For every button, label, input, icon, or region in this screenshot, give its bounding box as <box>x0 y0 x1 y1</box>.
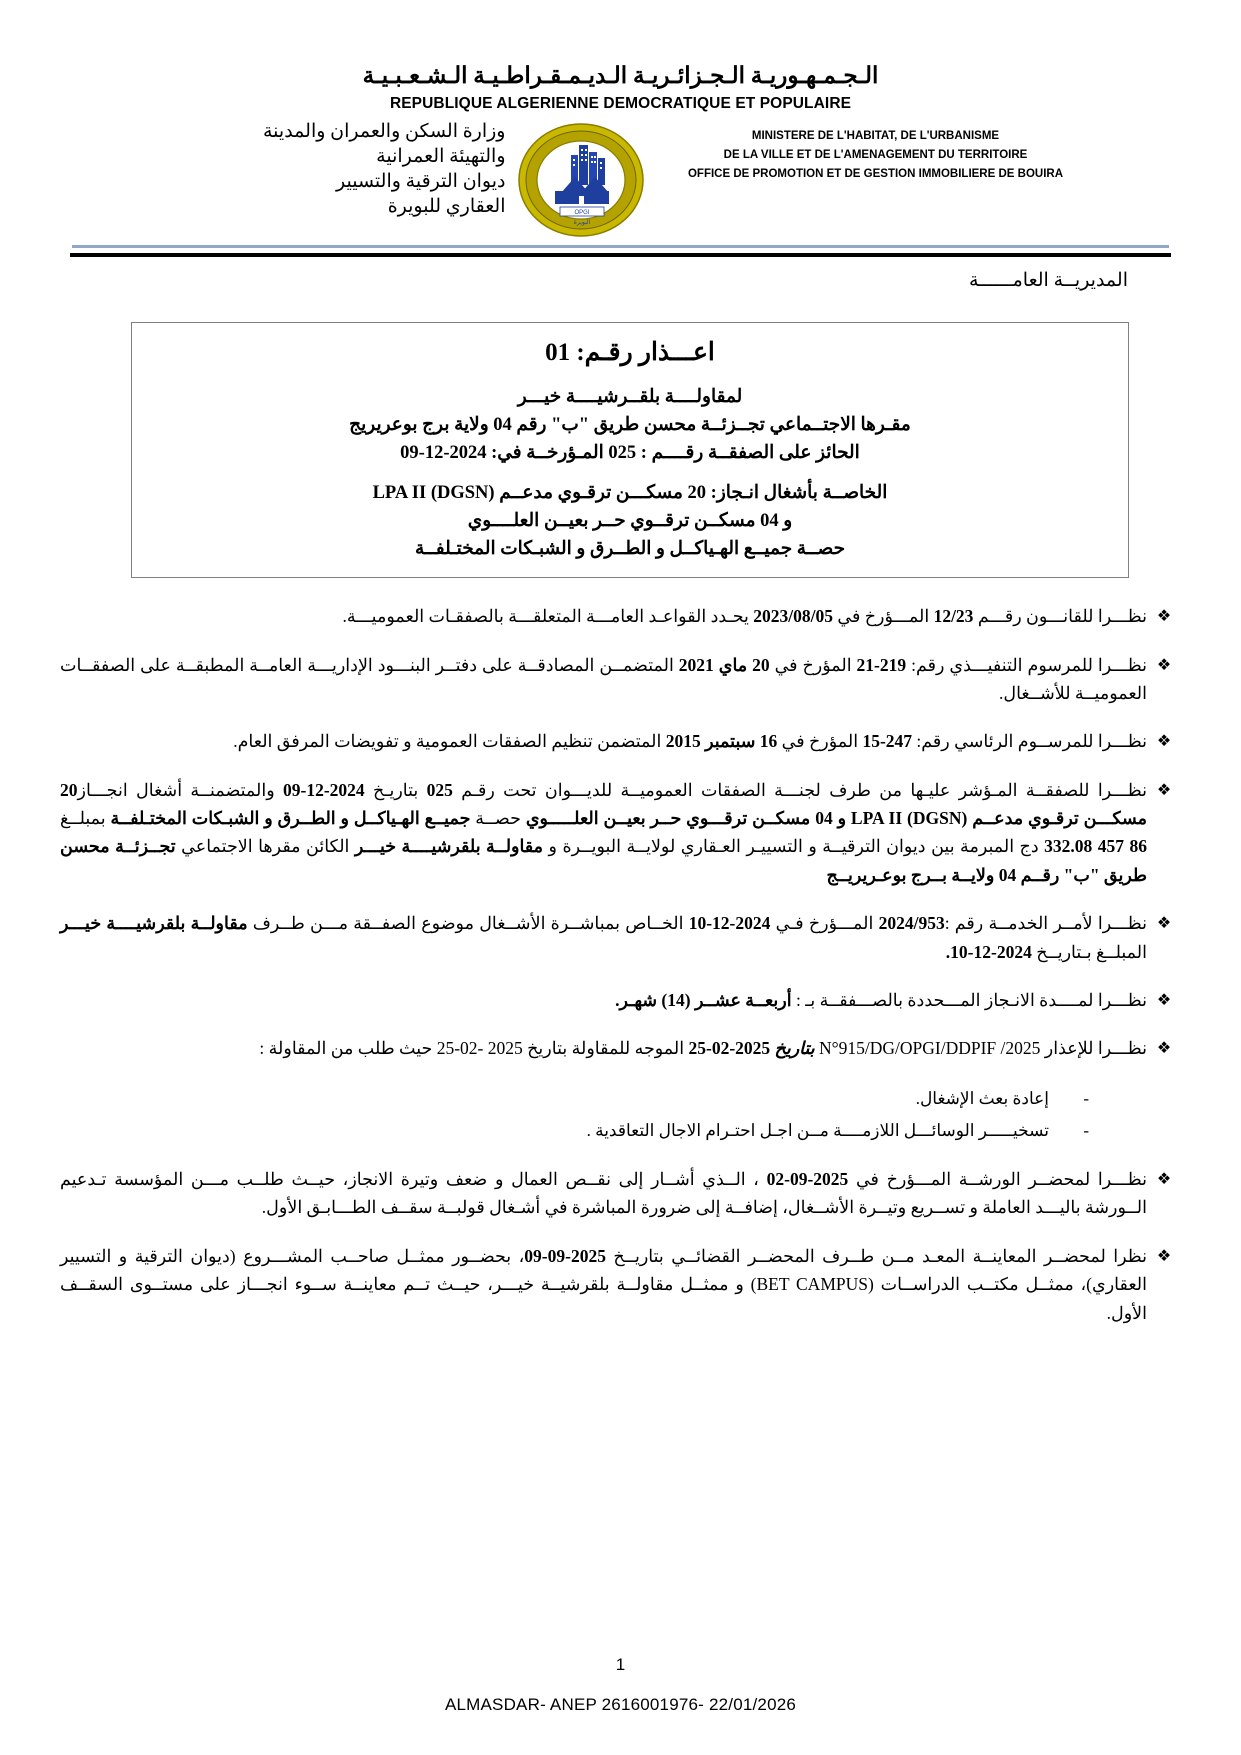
consideration-item <box>60 776 1181 889</box>
ministry-ar-line-3: ديوان الترقية والتسيير <box>336 170 506 192</box>
notice-number-heading: اعـــذار رقـم: 01 <box>545 338 715 366</box>
ministry-french <box>656 119 1096 184</box>
bullet-diamond-icon: ❖ <box>1156 779 1172 799</box>
body-spacer <box>60 1151 1181 1165</box>
seal-city-text: البويرة <box>573 218 590 226</box>
considerations-list-top <box>60 602 1181 1062</box>
consideration-text: نظـــرا لأمــر الخدمــة رقم :2024/953 المـــؤرخ فـي 2024-12-10 الخــاص بمباشــرة الأشــغال موضوع الصفــقة مـــن طــرف مقاولــة بلقرشيــــة خيـــر المبلــغ بـتاريــخ 2024-12-10. <box>60 913 1147 962</box>
notice-subject-line-6: حصــة جميــع الهـياكــل و الطــرق و الشبـكات المختـلفــة <box>414 539 846 560</box>
consideration-item <box>60 1165 1181 1222</box>
consideration-text: نظـــرا للصفقــة المـؤشر عليـها من طرف لجنـــة الصفقات العموميــة للديـــوان تحت رقـم 025 بتاريـخ 2024-12-09 والمتضمنــة أشغال انجـــاز20 مسكـــن ترقـوي مدعــم (DGSN) LPA II و 04 مسكــن ترقـــوي حــر بعيــن العلـــــوي حصــة جميــع الهـياكــل و الطــرق و الشبـكات المختـلفــة بمبلــغ 86 457 332.08 دج المبرمة بين ديوان الترقيــة و التسييـر العـقاري لولايــة البويــرة و مقاولــة بلقرشيــــة خيـــر الكائن مقرها الاجتماعي تجــزئــة محسن طريق "ب" رقــم 04 ولايــة بــرج بوعـريريــج <box>60 779 1148 885</box>
ministry-fr-line-1: MINISTERE DE L'HABITAT, DE L'URBANISME <box>751 129 1000 142</box>
consideration-text: نظـــرا للمرســوم الرئاسي رقم: 247-15 المؤرخ في 16 سبتمبر 2015 المتضمن تنظيم الصفقات العمومية و تفويضات المرفق العام. <box>233 731 1147 752</box>
considerations-list-bottom <box>60 1165 1181 1327</box>
notice-body <box>0 602 1241 1326</box>
footer-reference: ALMASDAR- ANEP 2616001976- 22/01/2026 <box>444 1695 797 1714</box>
organization-block <box>0 119 1241 239</box>
notice-subject-line-2: مقـرها الاجتــماعي تجــزئــة محسن طريق "ب" رقم 04 ولاية برج بوعريريج <box>349 414 911 435</box>
requested-action-item <box>60 1083 1089 1115</box>
bullet-diamond-icon: ❖ <box>1156 606 1172 626</box>
requested-actions-list <box>60 1083 1181 1148</box>
requested-action-label: إعادة بعث الإشغال. <box>915 1088 1049 1108</box>
consideration-text: نظـــرا للإعذار N°915/DG/OPGI/DDPIF /2025 بتاريخ 2025-02-25 الموجه للمقاولة بتاريخ 2025 -02-25 حيث طلب من المقاولة : <box>259 1038 1147 1059</box>
bullet-diamond-icon: ❖ <box>1156 1038 1172 1058</box>
title-spacer <box>142 467 1118 479</box>
bullet-diamond-icon: ❖ <box>1156 913 1172 933</box>
consideration-item <box>60 986 1181 1014</box>
consideration-item <box>60 1034 1181 1062</box>
bullet-diamond-icon: ❖ <box>1156 1245 1172 1265</box>
notice-subject-line-5: و 04 مسكــن ترقــوي حــر بعيــن العلــــوي <box>467 511 793 532</box>
blue-rule-divider <box>72 245 1169 248</box>
ministry-fr-line-2: DE LA VILLE ET DE L'AMENAGEMENT DU TERRITOIRE <box>723 148 1028 161</box>
ministry-ar-line-2: والتهيئة العمرانية <box>376 145 506 167</box>
consideration-item <box>60 1242 1181 1327</box>
consideration-text: نظـــرا لمــــدة الانـجاز المـــحددة بالصـــفقــة بـ : أربعــة عشــر (14) شهـر. <box>615 989 1147 1010</box>
dash-marker-icon: - <box>1083 1088 1089 1108</box>
ministry-ar-line-1: وزارة السكن والعمران والمدينة <box>262 120 506 142</box>
republic-title-arabic: الـجـمـهـوريـة الـجـزائـريـة الـديـمـقـراطـيـة الـشـعـبـيـة <box>362 63 879 88</box>
notice-subject-line-4: الخاصــة بأشغال انـجاز: 20 مسكـــن ترقـوي مدعــم (DGSN) LPA II <box>372 483 888 504</box>
consideration-text: نظـــرا للمرسوم التنفيـــذي رقم: 219-21 المؤرخ في 20 ماي 2021 المتضمــن المصادقــة على دفتــر البنـــود الإداريـــة العامــة المطبقــة على الصفقــات العموميــة للأشــغال. <box>60 654 1148 704</box>
seal-container <box>506 119 656 239</box>
general-direction-label: المديريــة العامــــــة <box>969 269 1128 291</box>
seal-abbrev-text: OPGI <box>573 209 590 216</box>
bullet-diamond-icon: ❖ <box>1156 989 1172 1009</box>
republic-title-french: REPUBLIQUE ALGERIENNE DEMOCRATIQUE ET POPULAIRE <box>389 94 852 112</box>
consideration-item <box>60 602 1181 630</box>
document-header <box>0 0 1241 292</box>
notice-title-box <box>131 322 1129 579</box>
consideration-item <box>60 727 1181 755</box>
bullet-diamond-icon: ❖ <box>1156 731 1172 751</box>
bullet-diamond-icon: ❖ <box>1156 654 1172 674</box>
page-number: 1 <box>615 1655 626 1674</box>
consideration-text: نظرا لمحضــر المعاينــة المعـد مــن طــرف المحضــر القضائــي بتاريــخ 2025-09-09، بحضــور ممثــل صاحــب المشـــروع (ديوان الترقية و التسيير العقاري)، ممثــل مكتــب الدراســات (BET CAMPUS) و ممثــل مقاولــة بلقرشيــة خيـــر، حيــث تــم معاينــة ســوء انجـــاز على مستــوى السقــف الأول. <box>60 1245 1147 1323</box>
notice-subject-line-3: الحائز على الصفقــة رقــــم : 025 المـؤرخــة في: 2024-12-09 <box>400 442 860 463</box>
dash-marker-icon: - <box>1083 1120 1089 1140</box>
opgi-seal-logo <box>515 121 647 239</box>
requested-action-item <box>60 1115 1089 1147</box>
consideration-text: نظـــرا للقانـــون رقـــم 12/23 المـــؤرخ في 2023/08/05 يحـدد القواعـد العامـــة المتعلقـــة بالصفقـات العموميـــة. <box>342 606 1147 627</box>
ministry-arabic <box>146 119 506 219</box>
consideration-item <box>60 909 1181 966</box>
requested-action-label: تسخيـــــر الوسائـــل اللازمــــة مــن اجـل احتـرام الاجال التعاقدية . <box>586 1120 1049 1140</box>
ministry-fr-line-3: OFFICE DE PROMOTION ET DE GESTION IMMOBILIERE DE BOUIRA <box>687 167 1064 180</box>
ministry-ar-line-4: العقاري للبويرة <box>387 195 506 217</box>
consideration-item <box>60 651 1181 708</box>
bullet-diamond-icon: ❖ <box>1156 1169 1172 1189</box>
consideration-text: نظـــرا لمحضــر الورشــة المـــؤرخ في 2025-09-02 ، الــذي أشــار إلى نقــص العمال و ضعف وتيرة الانجاز، حيــث طلــب مـــن المؤسسة تـدعيم الــورشة باليـــد العاملة و تســريع وتيــرة الأشــغال، إضافــة إلى ضرورة المباشرة في أشـغال قولبــة سقــف الطـــابـق الأول. <box>60 1169 1148 1218</box>
notice-subject-line-1: لمقاولــــة بلقــرشيــــة خيـــر <box>517 386 743 407</box>
